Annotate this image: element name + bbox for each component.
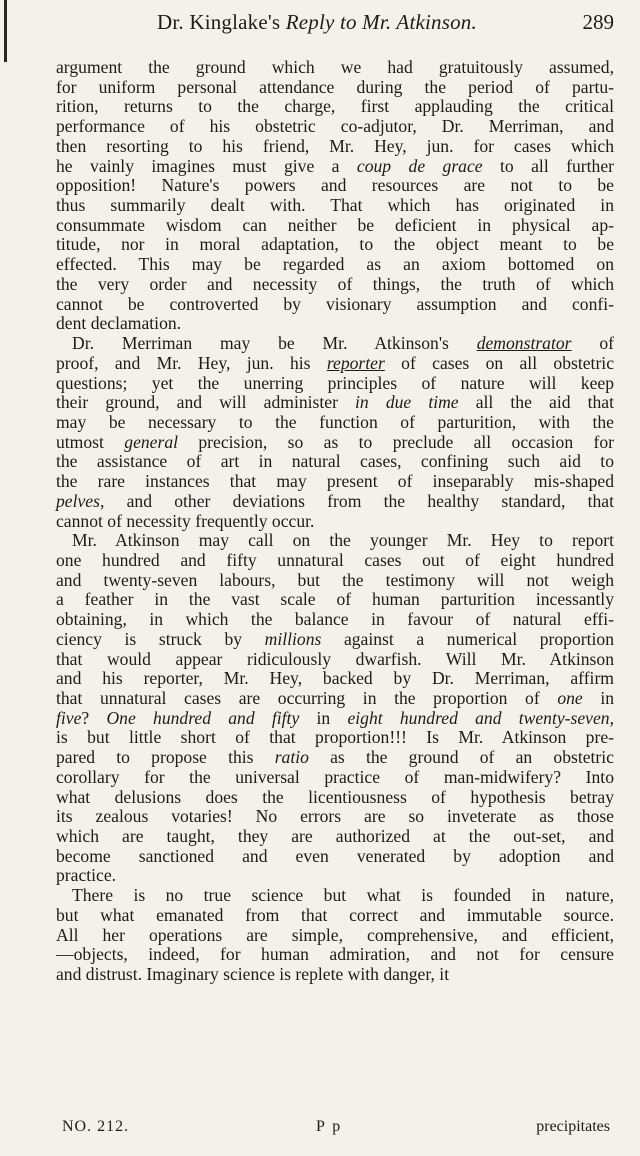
text-line: may be necessary to the function of parturition, with the: [56, 411, 614, 432]
text-line: Mr. Atkinson may call on the younger Mr. Hey to report: [72, 530, 614, 551]
text-line: effected. This may be regarded as an axiom bottomed on: [56, 254, 614, 275]
text-line: utmost general precision, so as to preclude all occasion for: [56, 431, 614, 452]
italic-text: one: [557, 688, 583, 708]
text-line: is but little short of that proportion!!! Is Mr. Atkinson pre-: [56, 727, 614, 748]
page-footer: [62, 1118, 610, 1138]
text-line: a feather in the vast scale of human parturition incessantly: [56, 589, 614, 610]
text-line: All her operations are simple, comprehensive, and efficient,: [56, 924, 614, 945]
text-line: pared to propose this ratio as the ground of an obstetric: [56, 747, 614, 768]
binding-edge: [4, 0, 7, 62]
text-line: he vainly imagines must give a coup de grace to all further: [56, 155, 614, 176]
text-line: become sanctioned and even venerated by adoption and: [56, 845, 614, 866]
text-line: and distrust. Imaginary science is replete with danger, it: [56, 964, 450, 985]
text-line: cannot of necessity frequently occur.: [56, 510, 315, 531]
text-line: ciency is struck by millions against a numerical proportion: [56, 628, 615, 649]
text-line: opposition! Nature's powers and resources are not to be: [56, 175, 614, 196]
text-line: which are taught, they are authorized at the out-set, and: [56, 826, 614, 847]
text-line: and his reporter, Mr. Hey, backed by Dr. Merriman, affirm: [56, 668, 614, 689]
text-line: rition, returns to the charge, first applauding the critical: [56, 96, 614, 117]
text-line: —objects, indeed, for human admiration, and not for censure: [56, 944, 614, 965]
italic-text: in due time: [355, 392, 459, 413]
text-line: that unnatural cases are occurring in the proportion of one in: [56, 688, 614, 708]
text-line: Dr. Merriman may be Mr. Atkinson's demonstrator of: [72, 333, 614, 354]
text-line: dent declamation.: [56, 313, 182, 334]
paragraph: [56, 58, 614, 334]
text-line: what delusions does the licentiousness of hypothesis betray: [56, 786, 614, 807]
catchword: precipitates: [536, 1118, 610, 1135]
paragraph: [56, 334, 614, 531]
text-line: that would appear ridiculously dwarfish. Will Mr. Atkinson: [56, 648, 614, 669]
text-line: practice.: [56, 865, 117, 886]
text-line: There is no true science but what is founded in nature,: [72, 885, 614, 906]
running-head-author: Dr. Kinglake's: [157, 10, 286, 34]
running-head: [20, 10, 614, 35]
text-line: its zealous votaries! No errors are so inveterate as those: [56, 806, 614, 827]
signature-number: NO. 212.: [62, 1118, 130, 1135]
text-line: argument the ground which we had gratuitously assumed,: [56, 57, 614, 77]
paragraph: [56, 886, 614, 985]
italic-text: ratio: [274, 747, 309, 768]
italic-text: millions: [264, 628, 322, 649]
text-line: five? One hundred and fifty in eight hundred and twenty-seven,: [56, 707, 615, 728]
text-line: performance of his obstetric co-adjutor, Dr. Merriman, and: [56, 116, 614, 137]
text-line: then resorting to his friend, Mr. Hey, jun. for cases which: [56, 135, 614, 156]
text-line: the rare instances that may present of inseparably mis-shaped: [56, 471, 614, 492]
page-number: 289: [582, 10, 614, 34]
text-line: corollary for the universal practice of man-midwifery? Into: [56, 766, 614, 787]
text-line: the assistance of art in natural cases, confining such aid to: [56, 451, 614, 472]
text-line: pelves, and other deviations from the healthy standard, that: [56, 490, 614, 511]
text-line: thus summarily dealt with. That which has originated in: [56, 195, 614, 216]
text-line: for uniform personal attendance during the period of partu-: [56, 76, 614, 97]
text-line: but what emanated from that correct and immutable source.: [56, 904, 614, 925]
italic-text: coup de grace: [356, 155, 483, 176]
signature-mark: P p: [316, 1118, 343, 1135]
text-line: one hundred and fifty unnatural cases out of eight hundred: [56, 549, 614, 570]
text-line: obtaining, in which the balance in favour of natural effi-: [56, 609, 614, 630]
italic-text: eight hundred and twenty-seven,: [347, 707, 615, 728]
text-line: titude, nor in moral adaptation, to the object meant to be: [56, 234, 614, 255]
paragraph: [56, 531, 614, 886]
text-line: consummate wisdom can neither be deficient in physical ap-: [56, 214, 614, 235]
underlined-text: demonstrator: [476, 333, 572, 354]
page-header: [20, 6, 614, 38]
text-line: the very order and necessity of things, the truth of which: [56, 273, 614, 294]
text-line: questions; yet the unerring principles of nature will keep: [56, 372, 614, 393]
italic-text: One hundred and fifty: [106, 707, 300, 728]
underlined-text: reporter: [326, 352, 385, 373]
italic-text: general: [124, 431, 179, 452]
italic-text: five: [56, 707, 82, 728]
text-line: cannot be controverted by visionary assumption and confi-: [56, 293, 614, 314]
text-line: and twenty-seven labours, but the testimony will not weigh: [56, 569, 614, 590]
text-line: proof, and Mr. Hey, jun. his reporter of cases on all obstetric: [56, 352, 615, 373]
text-line: their ground, and will administer in due time all the aid that: [56, 392, 614, 413]
running-head-title: Reply to Mr. Atkinson.: [285, 10, 477, 34]
body-text: [56, 58, 614, 985]
italic-text: pelves,: [56, 490, 105, 511]
